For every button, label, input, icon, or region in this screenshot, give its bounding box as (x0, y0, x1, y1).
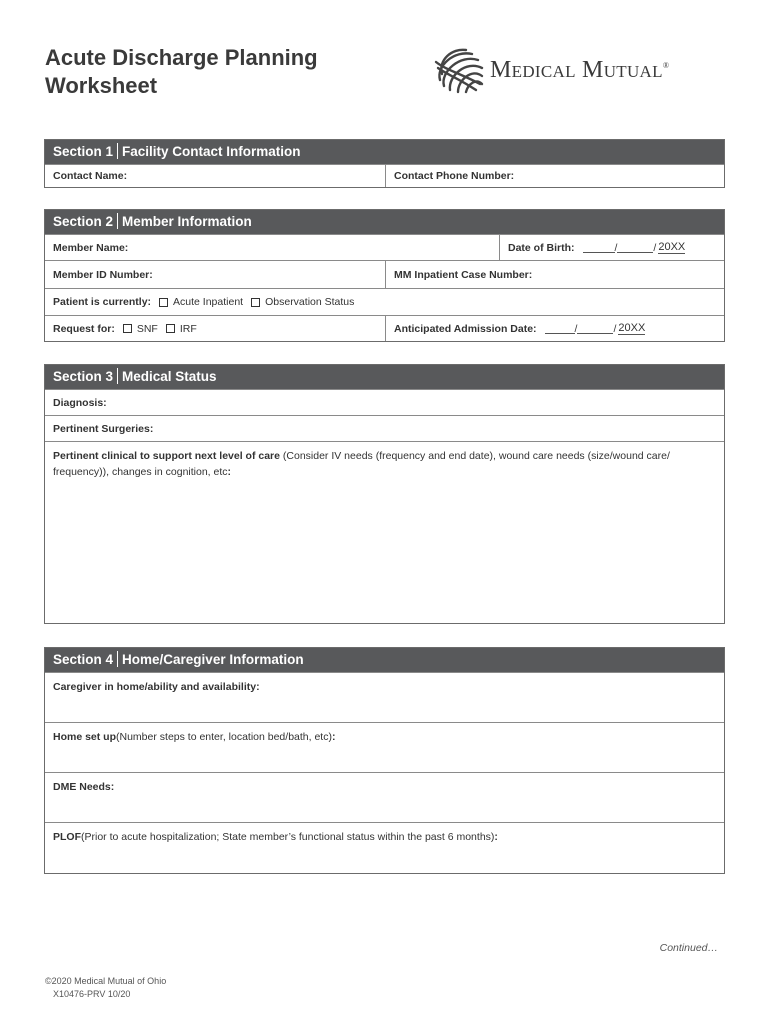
section-1-row (45, 164, 724, 187)
caregiver-field[interactable]: Caregiver in home/ability and availability: (53, 681, 260, 693)
logo-wordmark: Medical Mutual® (490, 56, 670, 83)
member-name-row (45, 234, 724, 260)
page-title (45, 44, 318, 100)
admission-date-field[interactable]: Anticipated Admission Date: / / 20XX (385, 316, 724, 341)
medical-mutual-logo (432, 44, 728, 96)
surgeries-field[interactable]: Pertinent Surgeries: (53, 422, 154, 435)
contact-phone-field[interactable]: Contact Phone Number: (385, 165, 724, 187)
snf-checkbox[interactable] (123, 324, 132, 333)
request-row (45, 315, 724, 341)
irf-checkbox[interactable] (166, 324, 175, 333)
section-3-header: Section 3 Medical Status (45, 365, 724, 389)
member-id-field[interactable]: Member ID Number: (53, 268, 153, 281)
section-3-medical-status (44, 364, 725, 624)
observation-status-checkbox[interactable] (251, 298, 260, 307)
clinical-field[interactable]: Pertinent clinical to support next level of care (Consider IV needs (frequency and end date), wound care needs (size/wound care/ frequency)), changes in cognition, etc: (53, 450, 670, 478)
date-of-birth-field[interactable]: Date of Birth: / / 20XX (499, 235, 724, 260)
copyright-text: ©2020 Medical Mutual of Ohio (45, 976, 167, 986)
home-setup-row (45, 722, 724, 772)
diagnosis-row (45, 389, 724, 415)
continued-note: Continued… (659, 942, 718, 954)
surgeries-row (45, 415, 724, 441)
home-setup-field[interactable]: Home set up (Number steps to enter, location bed/bath, etc) : (53, 731, 336, 743)
diagnosis-field[interactable]: Diagnosis: (53, 396, 107, 409)
request-for-field: Request for: SNF IRF (53, 322, 197, 335)
plof-field[interactable]: PLOF (Prior to acute hospitalization; State member’s functional status within the past 6 months) : (53, 831, 498, 843)
medical-mutual-swirl-icon (432, 44, 486, 96)
title-line-2: Worksheet (45, 73, 158, 98)
dme-needs-field[interactable]: DME Needs: (53, 781, 115, 793)
title-line-1: Acute Discharge Planning (45, 45, 318, 70)
member-id-row (45, 260, 724, 288)
section-1-facility-contact (44, 139, 725, 188)
section-4-home-caregiver (44, 647, 725, 874)
contact-name-field[interactable]: Contact Name: (53, 170, 128, 182)
section-2-header: Section 2 Member Information (45, 210, 724, 234)
acute-inpatient-checkbox[interactable] (159, 298, 168, 307)
section-4-header: Section 4 Home/Caregiver Information (45, 648, 724, 672)
patient-status-field: Patient is currently: Acute Inpatient Observation Status (53, 296, 355, 308)
plof-row (45, 822, 724, 873)
form-code: X10476-PRV 10/20 (53, 989, 131, 999)
clinical-row (45, 441, 724, 623)
section-2-member-information (44, 209, 725, 342)
footer-info (45, 975, 166, 1001)
patient-status-row (45, 288, 724, 315)
caregiver-row (45, 672, 724, 722)
dme-row (45, 772, 724, 822)
section-1-header: Section 1 Facility Contact Information (45, 140, 724, 164)
case-number-field[interactable]: MM Inpatient Case Number: (385, 261, 724, 288)
member-name-field[interactable]: Member Name: (53, 241, 129, 254)
registered-mark: ® (662, 60, 670, 70)
